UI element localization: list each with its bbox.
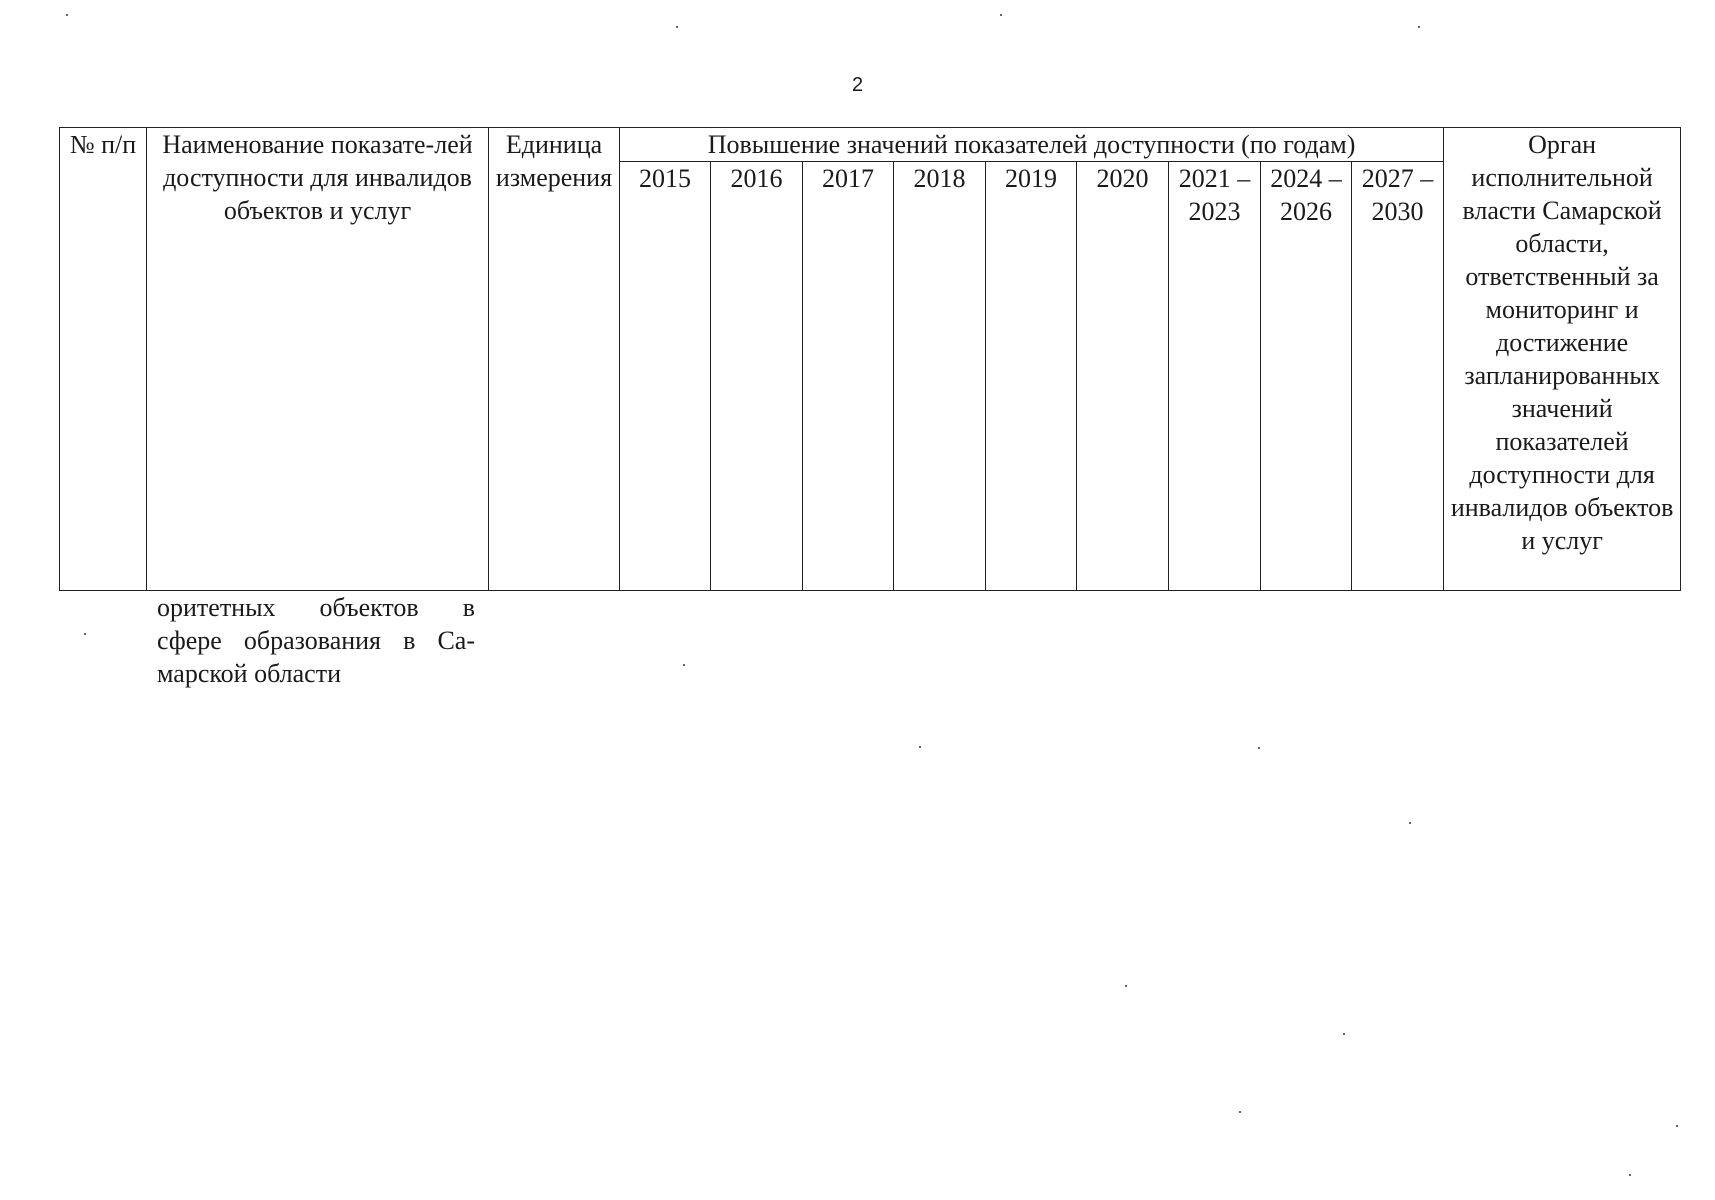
- scan-speck: [1000, 14, 1002, 16]
- scan-speck: [1125, 985, 1127, 987]
- accessibility-indicators-table: [59, 127, 1681, 591]
- header-year-2027-2030: 2027 – 2030: [1352, 162, 1444, 591]
- header-year-2017: 2017: [803, 162, 894, 591]
- header-unit: Единица измерения: [489, 128, 620, 591]
- scan-speck: [1239, 1111, 1241, 1113]
- header-year-2024-2026: 2024 – 2026: [1261, 162, 1352, 591]
- page-number: 2: [851, 74, 864, 96]
- header-year-2021-2023: 2021 – 2023: [1169, 162, 1261, 591]
- scan-speck: [84, 633, 86, 635]
- header-year-2016: 2016: [711, 162, 803, 591]
- fragment-line: сфере образования в Са-: [157, 626, 475, 655]
- header-responsible-organ: Орган исполнительной власти Самарской области, ответственный за мониторинг и достижение запланированных значений показателей доступности для инвалидов объектов и услуг: [1444, 128, 1681, 591]
- header-year-2018: 2018: [894, 162, 986, 591]
- fragment-line: марской области: [157, 659, 341, 688]
- fragment-line: оритетных объектов в: [157, 593, 475, 622]
- scan-speck: [676, 26, 678, 28]
- scan-speck: [1343, 1033, 1345, 1035]
- scan-speck: [1409, 822, 1411, 824]
- header-year-2020: 2020: [1077, 162, 1169, 591]
- header-year-2019: 2019: [986, 162, 1077, 591]
- scan-speck: [1676, 1125, 1678, 1127]
- scan-speck: [1418, 26, 1420, 28]
- scan-speck: [919, 746, 921, 748]
- scan-speck: [66, 14, 68, 16]
- header-year-2015: 2015: [620, 162, 711, 591]
- header-row-number: № п/п: [60, 128, 147, 591]
- header-indicator-name: Наименование показате-лей доступности для инвалидов объектов и услуг: [147, 128, 489, 591]
- scan-speck: [1629, 1174, 1631, 1176]
- scan-speck: [1258, 747, 1260, 749]
- header-years-group: Повышение значений показателей доступности (по годам): [620, 128, 1444, 162]
- orphan-text-fragment: [157, 591, 475, 690]
- scan-speck: [683, 664, 685, 666]
